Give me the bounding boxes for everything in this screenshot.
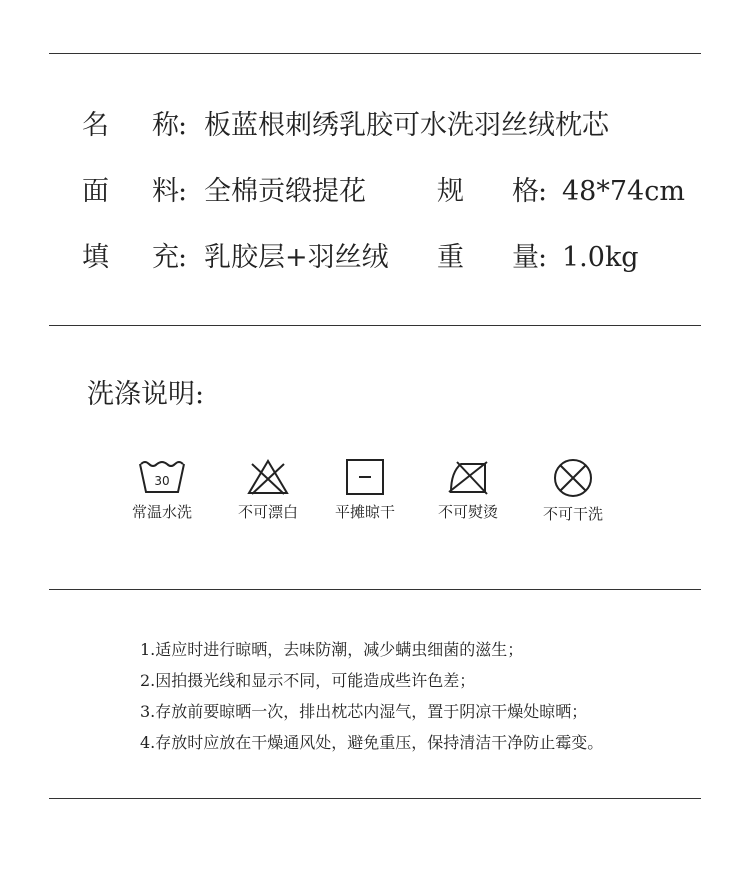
no-dry-clean-icon xyxy=(552,458,594,498)
note-item: 2.因拍摄光线和显示不同，可能造成些许色差； xyxy=(140,671,476,690)
note-item: 3.存放前要晾晒一次，排出枕芯内湿气，置于阴凉干燥处晾晒； xyxy=(140,702,588,721)
care-label-wash: 常温水洗 xyxy=(131,503,192,521)
care-notes xyxy=(140,634,603,758)
care-item-no-dry-clean xyxy=(513,458,633,524)
spec-value-size: 48*74cm xyxy=(562,176,685,207)
no-bleach-icon xyxy=(246,458,290,496)
spec-value-fabric: 全棉贡缎提花 xyxy=(204,176,366,207)
care-label-flat-dry: 平摊晾干 xyxy=(334,503,395,521)
divider-bottom xyxy=(49,798,701,799)
care-item-wash xyxy=(102,458,222,522)
divider-specs xyxy=(49,325,701,326)
care-label-no-iron: 不可熨烫 xyxy=(437,503,498,521)
spec-colon: : xyxy=(538,176,548,207)
care-item-no-iron xyxy=(408,458,528,522)
spec-value-weight: 1.0kg xyxy=(562,242,639,273)
care-label-no-dry-clean: 不可干洗 xyxy=(542,505,603,523)
care-section-title: 洗涤说明: xyxy=(87,379,205,410)
spec-colon: : xyxy=(178,242,188,273)
divider-top xyxy=(49,53,701,54)
spec-label-fabric-a: 面 xyxy=(82,176,109,207)
spec-label-name-b: 称 xyxy=(152,110,179,141)
spec-label-fabric-b: 料 xyxy=(152,176,179,207)
spec-label-name-a: 名 xyxy=(82,110,109,141)
flat-dry-icon xyxy=(345,458,385,496)
spec-colon: : xyxy=(538,242,548,273)
spec-label-weight-a: 重 xyxy=(437,242,464,273)
note-item: 4.存放时应放在干燥通风处，避免重压，保持清洁干净防止霉变。 xyxy=(140,733,604,752)
care-item-flat-dry xyxy=(305,458,425,522)
wash-30-icon xyxy=(138,458,186,496)
spec-value-filling: 乳胶层+羽丝绒 xyxy=(204,242,389,273)
care-label-no-bleach: 不可漂白 xyxy=(237,503,298,521)
spec-value-name: 板蓝根刺绣乳胶可水洗羽丝绒枕芯 xyxy=(204,110,609,141)
note-item: 1.适应时进行晾晒，去味防潮，减少螨虫细菌的滋生； xyxy=(140,640,524,659)
wash-temp: 30 xyxy=(154,474,170,488)
divider-care xyxy=(49,589,701,590)
spec-label-weight-b: 量 xyxy=(512,242,539,273)
spec-label-size-b: 格 xyxy=(512,176,539,207)
spec-label-filling-a: 填 xyxy=(82,242,109,273)
spec-label-filling-b: 充 xyxy=(152,242,179,273)
spec-colon: : xyxy=(178,176,188,207)
spec-label-size-a: 规 xyxy=(437,176,464,207)
spec-colon: : xyxy=(178,110,188,141)
no-iron-icon xyxy=(447,458,489,496)
